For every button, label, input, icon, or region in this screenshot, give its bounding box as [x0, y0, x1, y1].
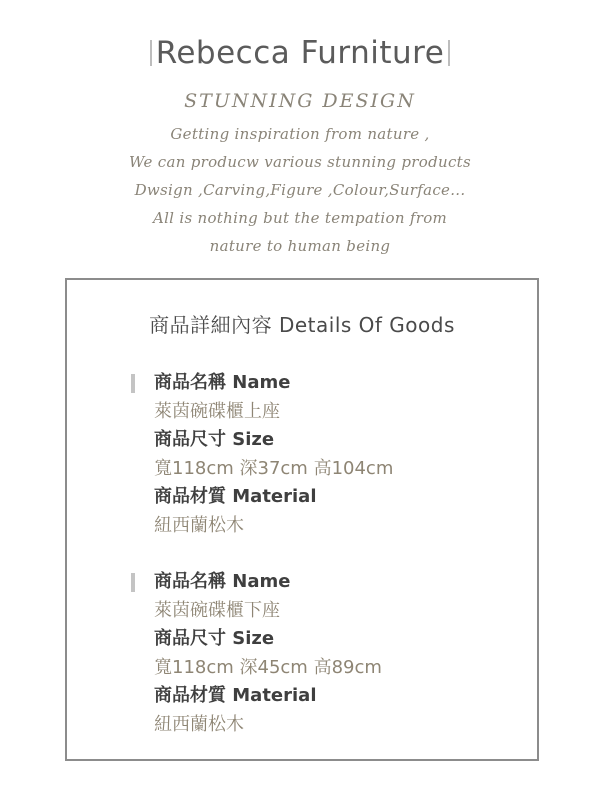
product-spec	[131, 568, 511, 739]
material-label: 商品材質 Material	[154, 685, 317, 706]
size-value: 寬118cm 深45cm 高89cm	[154, 656, 382, 678]
brand-divider-right	[448, 40, 450, 66]
product-spec	[131, 369, 511, 540]
material-value: 紐西蘭松木	[154, 713, 244, 735]
intro-line: nature to human being	[209, 237, 391, 255]
name-label: 商品名稱 Name	[154, 372, 291, 393]
product-accent-bar	[131, 374, 135, 393]
tagline: STUNNING DESIGN	[184, 90, 416, 112]
intro-line: All is nothing but the tempation from	[152, 209, 448, 227]
brand-title	[0, 30, 600, 76]
brand-divider-left	[150, 40, 152, 66]
intro-line: Getting inspiration from nature ,	[170, 125, 430, 143]
brand-name: Rebecca Furniture	[155, 35, 445, 71]
intro-line: Dwsign ,Carving,Figure ,Colour,Surface...	[134, 181, 466, 199]
details-panel	[65, 278, 539, 761]
details-title: 商品詳細內容 Details Of Goods	[149, 313, 455, 337]
material-value: 紐西蘭松木	[154, 514, 244, 536]
intro-line: We can producw various stunning products	[129, 153, 471, 171]
name-value: 萊茵碗碟櫃上座	[154, 400, 280, 422]
intro-text	[0, 120, 600, 260]
size-value: 寬118cm 深37cm 高104cm	[154, 457, 394, 479]
size-label: 商品尺寸 Size	[154, 429, 275, 450]
product-accent-bar	[131, 573, 135, 592]
name-label: 商品名稱 Name	[154, 571, 291, 592]
size-label: 商品尺寸 Size	[154, 628, 275, 649]
material-label: 商品材質 Material	[154, 486, 317, 507]
name-value: 萊茵碗碟櫃下座	[154, 599, 280, 621]
